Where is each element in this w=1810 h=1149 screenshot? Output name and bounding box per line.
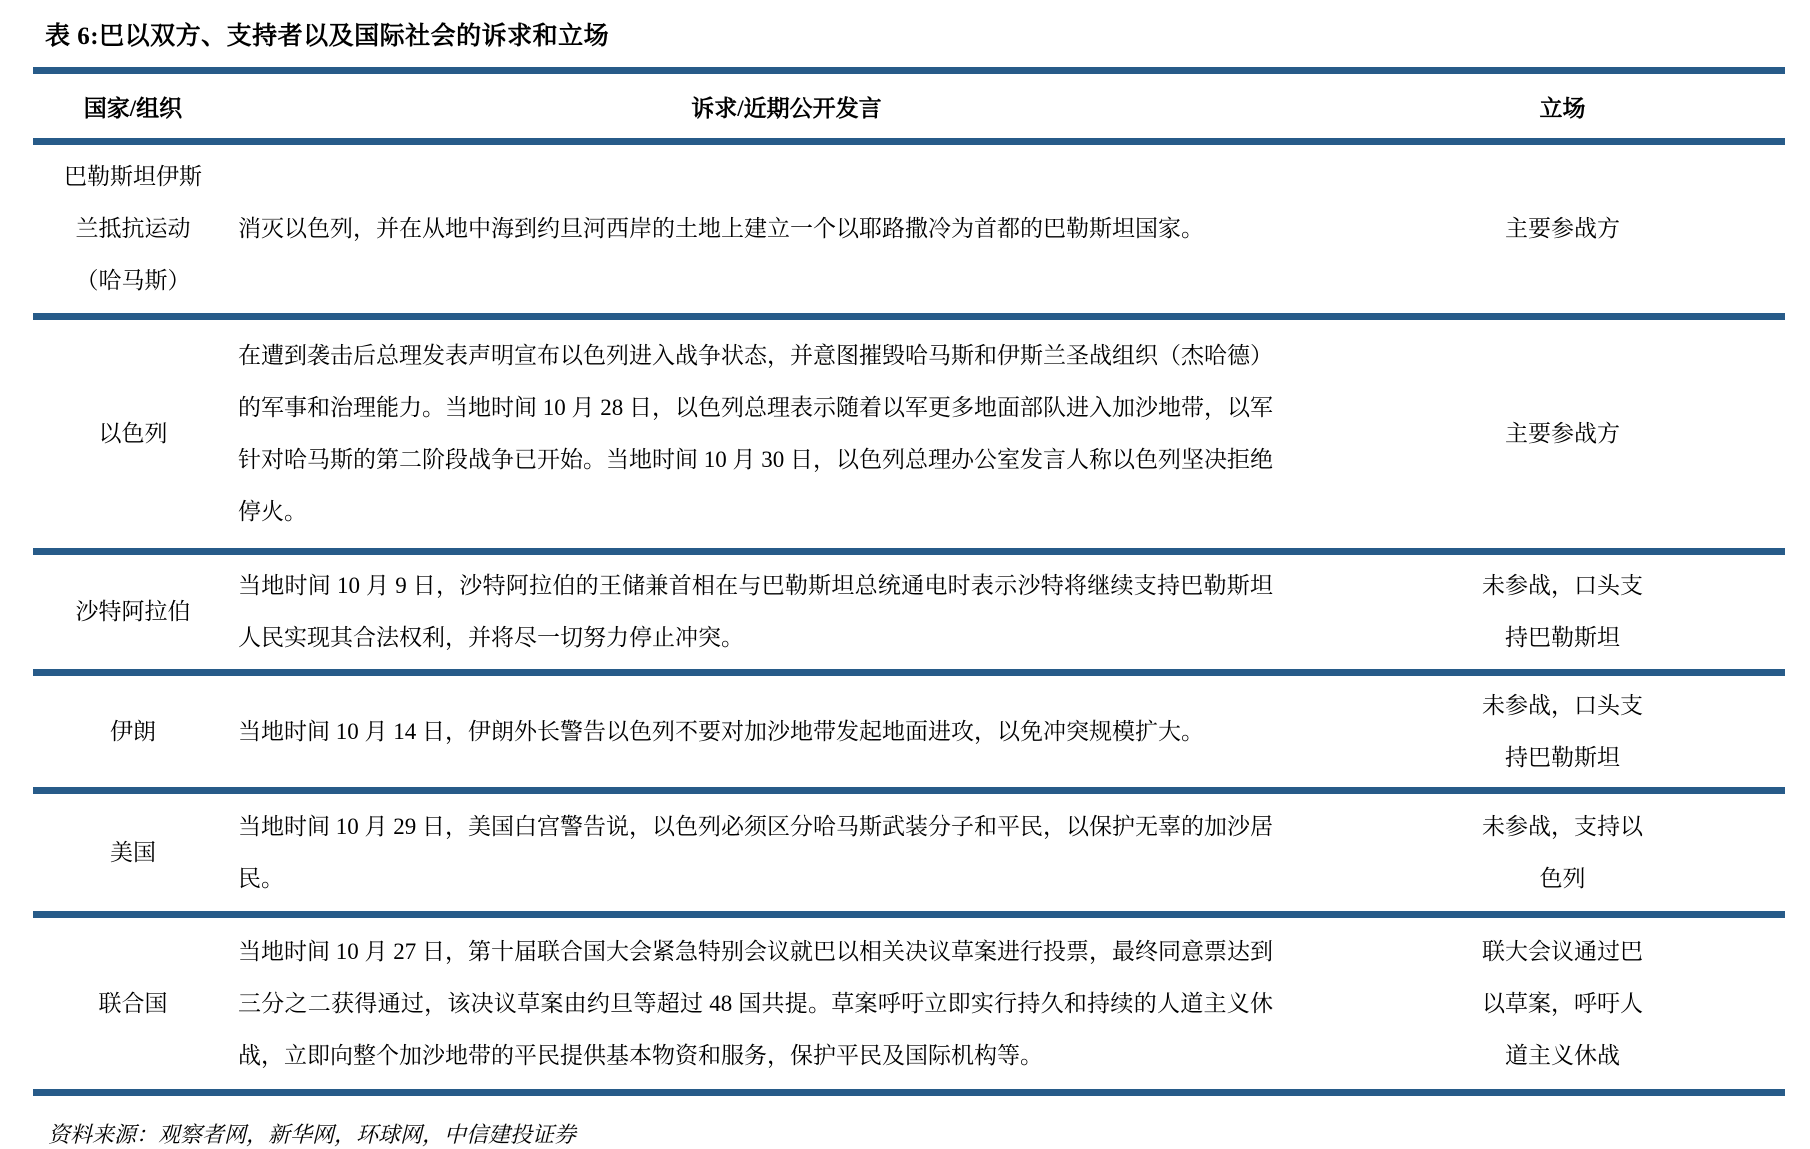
- position-cell: 主要参战方: [1505, 216, 1620, 241]
- source-note: 资料来源：观察者网，新华网，环球网，中信建投证券: [48, 1122, 577, 1147]
- position-cell: 主要参战方: [1505, 421, 1620, 446]
- header-org: 国家/组织: [83, 95, 183, 121]
- org-cell: 以色列: [98, 421, 168, 446]
- table-row: [33, 794, 1785, 911]
- row-divider: [33, 787, 1785, 794]
- position-cell: 未参战，口头支持巴勒斯坦: [1482, 573, 1643, 650]
- org-cell: 伊朗: [110, 718, 156, 744]
- position-cell: 未参战，支持以色列: [1482, 813, 1643, 891]
- demands-table: [33, 67, 1785, 1096]
- org-cell: 巴勒斯坦伊斯兰抵抗运动（哈马斯）: [64, 164, 202, 293]
- table-row: [33, 320, 1785, 548]
- position-cell: 联大会议通过巴以草案，呼吁人道主义休战: [1482, 938, 1643, 1068]
- org-cell: 联合国: [98, 990, 168, 1016]
- row-divider: [33, 138, 1785, 145]
- table-top-rule: [33, 67, 1785, 74]
- demand-cell: 当地时间 10 月 14 日，伊朗外长警告以色列不要对加沙地带发起地面进攻，以免冲突规模扩大。: [238, 718, 1204, 744]
- header-demand: 诉求/近期公开发言: [691, 95, 882, 121]
- position-cell: 未参战，口头支持巴勒斯坦: [1482, 692, 1643, 770]
- table-row: [33, 918, 1785, 1089]
- demand-cell: 在遭到袭击后总理发表声明宣布以色列进入战争状态，并意图摧毁哈马斯和伊斯兰圣战组织（杰哈德）的军事和治理能力。当地时间 10 月 28 日，以色列总理表示随着以军更多地面部队进入加沙地带，以军针对哈马斯的第二阶段战争已开始。当地时间 10 月 30 日，以色列总理办公室发言人称以色列坚决拒绝停火。: [238, 343, 1273, 524]
- page-title: 表 6:巴以双方、支持者以及国际社会的诉求和立场: [45, 23, 610, 50]
- row-divider: [33, 548, 1785, 555]
- table-header-row: [33, 74, 1785, 138]
- demand-cell: 当地时间 10 月 29 日，美国白宫警告说，以色列必须区分哈马斯武装分子和平民，以保护无辜的加沙居民。: [238, 813, 1273, 891]
- demand-cell: 消灭以色列，并在从地中海到约旦河西岸的土地上建立一个以耶路撒冷为首都的巴勒斯坦国家。: [238, 216, 1204, 241]
- table-row: [33, 676, 1785, 787]
- demand-cell: 当地时间 10 月 9 日，沙特阿拉伯的王储兼首相在与巴勒斯坦总统通电时表示沙特将继续支持巴勒斯坦人民实现其合法权利，并将尽一切努力停止冲突。: [238, 573, 1273, 650]
- org-cell: 沙特阿拉伯: [75, 599, 191, 624]
- row-divider: [33, 911, 1785, 918]
- table-row: [33, 145, 1785, 313]
- row-divider: [33, 669, 1785, 676]
- org-cell: 美国: [110, 839, 156, 865]
- row-divider: [33, 313, 1785, 320]
- header-position: 立场: [1539, 95, 1586, 121]
- table-row: [33, 555, 1785, 669]
- table-bottom-rule: [33, 1089, 1785, 1096]
- demand-cell: 当地时间 10 月 27 日，第十届联合国大会紧急特别会议就巴以相关决议草案进行投票，最终同意票达到三分之二获得通过，该决议草案由约旦等超过 48 国共提。草案呼吁立即实行持久和持续的人道主义休战，立即向整个加沙地带的平民提供基本物资和服务，保护平民及国际机构等。: [238, 938, 1273, 1068]
